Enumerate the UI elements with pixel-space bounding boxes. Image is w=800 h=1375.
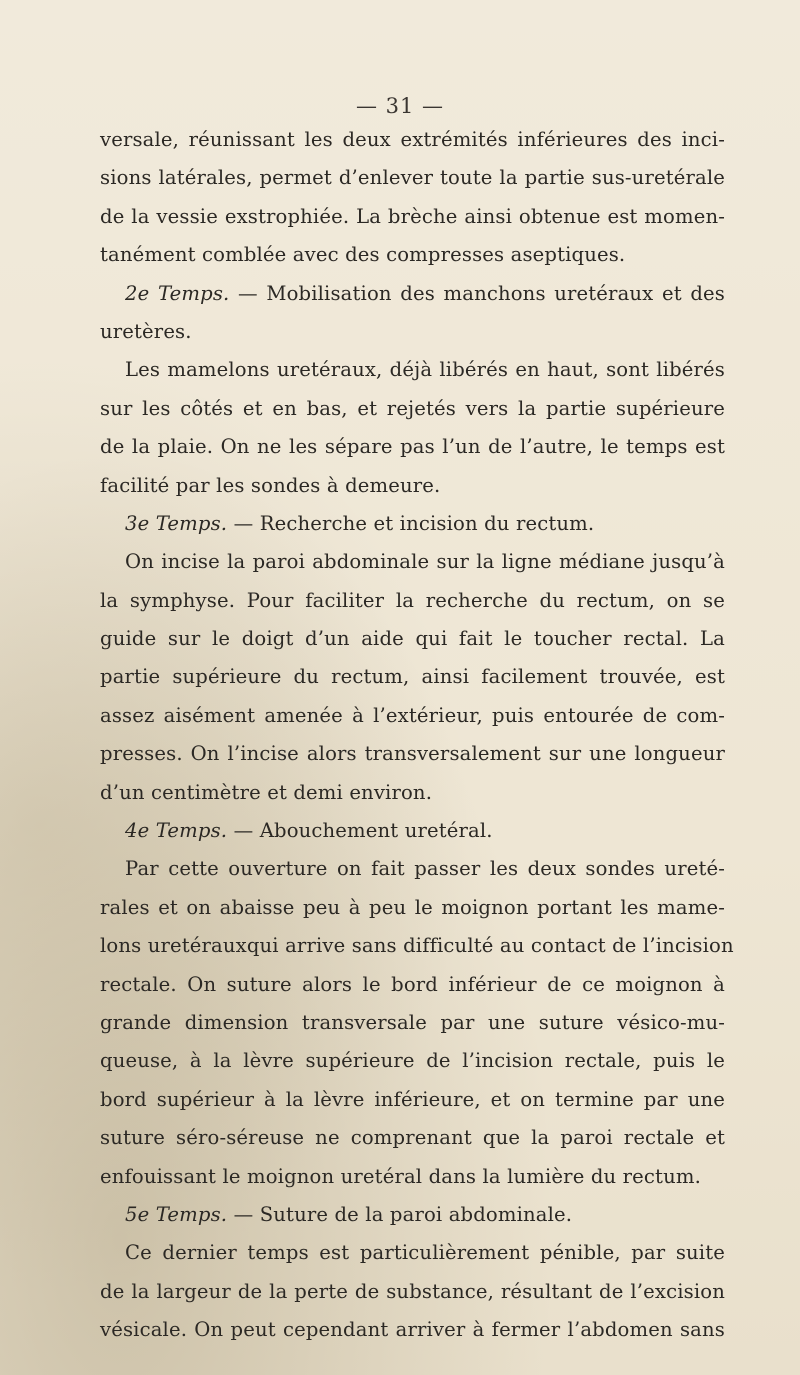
text-line: versale, réunissant les deux extrémités inférieures des inci- (100, 128, 725, 151)
text-line: guide sur le doigt d’un aide qui fait le toucher rectal. La (100, 627, 725, 651)
text-line: de la vessie exstrophiée. La brèche ainsi obtenue est momen- (100, 204, 725, 228)
text-line: tanément comblée avec des compresses aseptiques. (100, 243, 626, 267)
section-title: — Recherche et incision du rectum. (227, 511, 595, 535)
text-line: rales et on abaisse peu à peu le moignon portant les mame- (100, 895, 725, 919)
section-heading-line (100, 1196, 725, 1234)
text-line: On incise la paroi abdominale sur la ligne médiane jusqu’à (125, 550, 725, 574)
text-line: facilité par les sondes à demeure. (100, 473, 441, 497)
text-line: lons uretérauxqui arrive sans difficulté au contact de l’incision (100, 934, 734, 958)
text-line: assez aisément amenée à l’extérieur, puis entourée de com- (100, 703, 725, 727)
text-line: vésicale. On peut cependant arriver à fermer l’abdomen sans (100, 1318, 725, 1342)
text-line: de la plaie. On ne les sépare pas l’un de l’autre, le temps est (100, 435, 725, 459)
text-line: la symphyse. Pour faciliter la recherche du rectum, on se (100, 588, 725, 612)
text-line: Ce dernier temps est particulièrement pénible, par suite (125, 1241, 725, 1265)
section-title: — Abouchement uretéral. (227, 819, 493, 843)
text-line: sur les côtés et en bas, et rejetés vers la partie supérieure (100, 396, 725, 420)
body-text (100, 121, 734, 1350)
text-line: queuse, à la lèvre supérieure de l’incision rectale, puis le (100, 1049, 725, 1073)
text-line: Les mamelons uretéraux, déjà libérés en haut, sont libérés (125, 358, 725, 382)
text-line: bord supérieur à la lèvre inférieure, et on termine par une (100, 1087, 725, 1111)
text-line: partie supérieure du rectum, ainsi facilement trouvée, est (100, 665, 725, 689)
text-line: suture séro-séreuse ne comprenant que la paroi rectale et (100, 1126, 725, 1150)
text-line: grande dimension transversale par une suture vésico-mu- (100, 1010, 725, 1034)
text-line: rectale. On suture alors le bord inférieur de ce moignon à (100, 972, 725, 996)
text-line: Par cette ouverture on fait passer les deux sondes ureté- (125, 857, 725, 881)
text-line: enfouissant le moignon uretéral dans la lumière du rectum. (100, 1164, 701, 1188)
text-line: d’un centimètre et demi environ. (100, 780, 433, 804)
text-line: presses. On l’incise alors transversalement sur une longueur (100, 742, 725, 766)
text-line: uretères. (100, 319, 192, 343)
section-heading-line (100, 275, 725, 313)
section-heading: 2e Temps. (125, 281, 230, 305)
text-line: de la largeur de la perte de substance, résultant de l’excision (100, 1279, 725, 1303)
section-heading-line (100, 812, 725, 850)
section-heading: 4e Temps. (125, 819, 228, 843)
section-heading: 5e Temps. (125, 1202, 228, 1226)
section-title: — Mobilisation des manchons uretéraux et des (229, 281, 725, 305)
section-heading: 3e Temps. (125, 511, 228, 535)
section-heading-line (100, 505, 725, 543)
page-number: — 31 — (355, 94, 445, 118)
text-line: sions latérales, permet d’enlever toute la partie sus-uretérale (100, 166, 725, 190)
section-title: — Suture de la paroi abdominale. (227, 1202, 573, 1226)
